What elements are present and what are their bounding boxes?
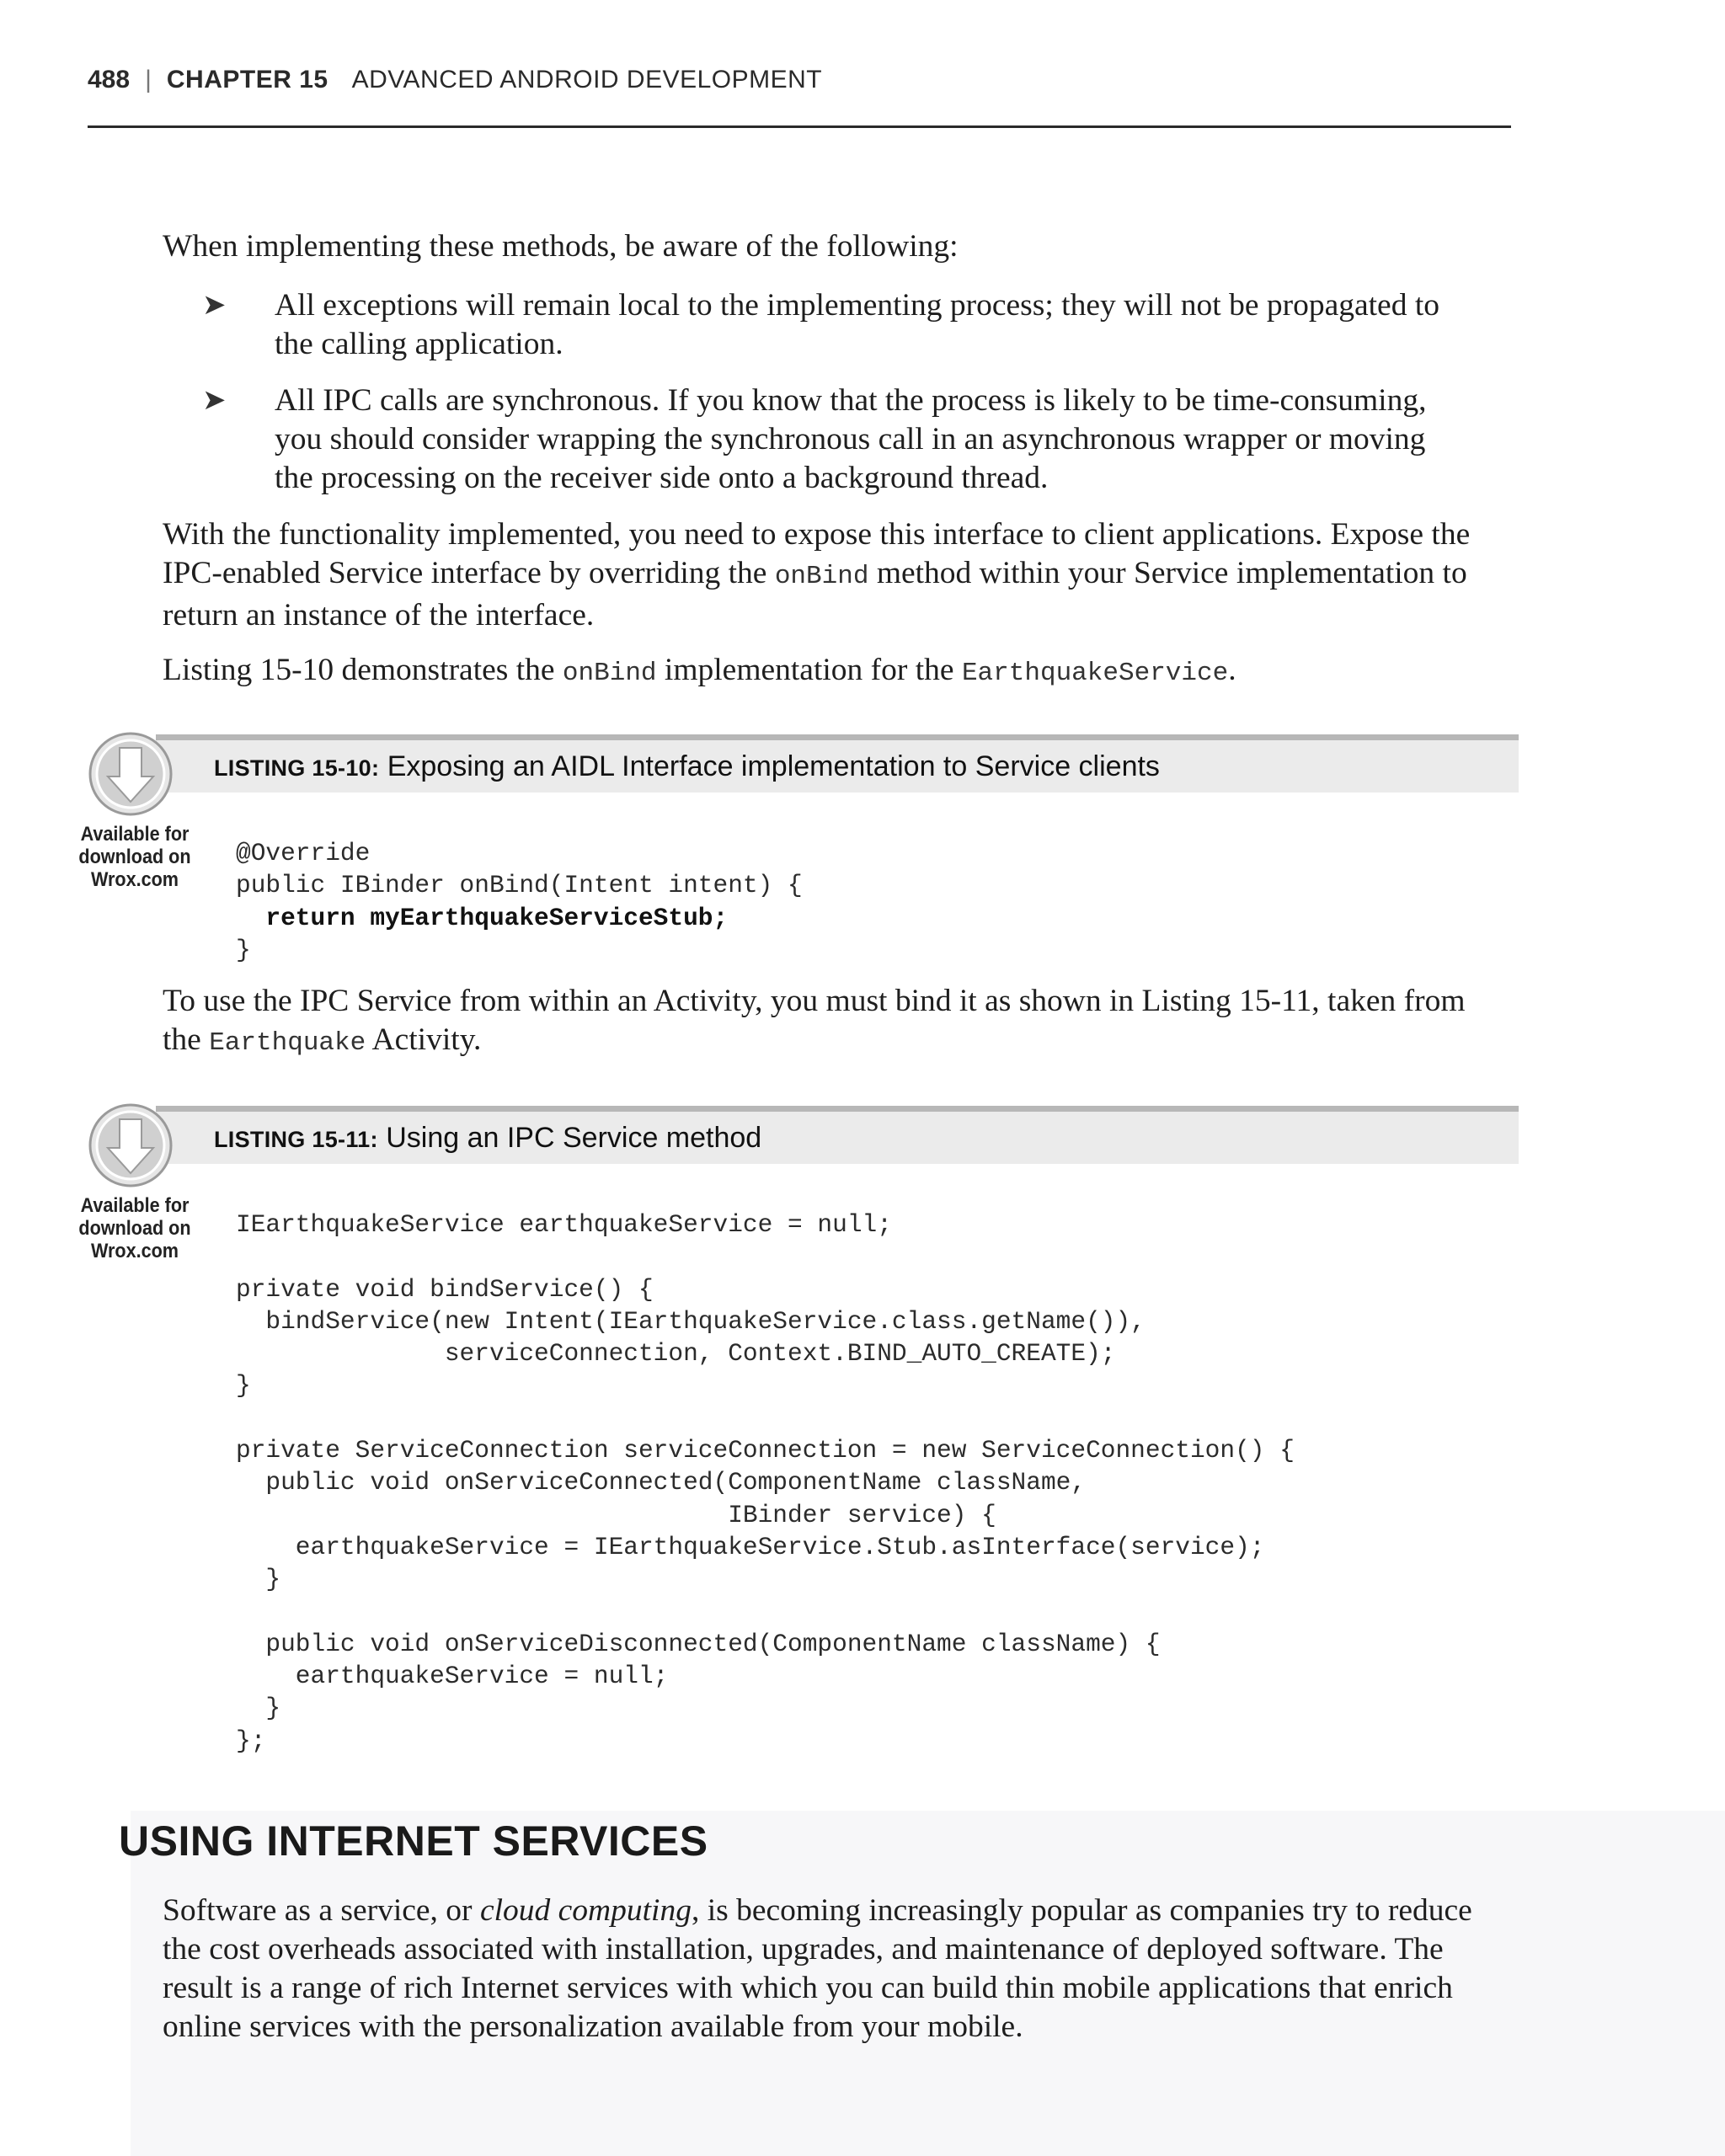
code-listing-11: IEarthquakeService earthquakeService = null; private void bindService() { bindService(new Intent(IEarthquakeService.class.getName()), serviceConnection, Context.BIND_AUTO_CREATE); } private ServiceConnection serviceConnection = new ServiceConnection() { public void onServiceConnected(ComponentName className, IBinder service) { earthquakeService = IEarthquakeService.Stub.asInterface(service); } public void onServiceDisconnected(ComponentName className) { earthquakeService = null; } }; bbox=[236, 1210, 1295, 1755]
bullet-item bbox=[275, 286, 1521, 364]
download-label[interactable] bbox=[74, 823, 195, 891]
code-highlight: return myEarthquakeServiceStub; bbox=[265, 903, 729, 932]
code-text: @Override public IBinder onBind(Intent intent) { bbox=[236, 839, 803, 900]
listing-label: LISTING 15-11: bbox=[214, 1127, 378, 1152]
listing-title bbox=[214, 1112, 761, 1164]
paragraph-line: With the functionality implemented, you need to expose this interface to client applications. Expose the bbox=[163, 517, 1471, 552]
page-number: 488 bbox=[88, 66, 131, 93]
header-separator: | bbox=[145, 66, 152, 93]
running-header bbox=[88, 66, 822, 94]
download-label[interactable] bbox=[74, 1194, 195, 1262]
paragraph-line: return an instance of the interface. bbox=[163, 598, 595, 632]
download-arrow-icon[interactable] bbox=[88, 731, 174, 817]
paragraph-line: To use the IPC Service from within an Activity, you must bind it as shown in Listing 15-11, taken from bbox=[163, 984, 1466, 1018]
paragraph-line: the cost overheads associated with installation, upgrades, and maintenance of deployed software. The bbox=[163, 1932, 1444, 1967]
paragraph-text: . bbox=[1228, 653, 1236, 687]
paragraph-text: implementation for the bbox=[656, 653, 962, 687]
chapter-title: ADVANCED ANDROID DEVELOPMENT bbox=[351, 66, 823, 93]
inline-code: EarthquakeService bbox=[961, 659, 1229, 688]
paragraph-text: the bbox=[163, 1022, 210, 1057]
download-label-line: Wrox.com bbox=[90, 1240, 179, 1262]
download-label-line: Available for bbox=[80, 1194, 190, 1217]
bullet-line: All IPC calls are synchronous. If you know that the process is likely to be time-consuming, bbox=[275, 383, 1427, 418]
download-label-line: download on bbox=[78, 846, 191, 868]
paragraph-text: , is becoming increasingly popular as companies try to reduce bbox=[691, 1893, 1472, 1928]
listing-title bbox=[214, 740, 1160, 792]
paragraph-text: Software as a service, or bbox=[163, 1893, 480, 1928]
emphasis-term: cloud computing bbox=[479, 1893, 692, 1928]
bullet-line: the processing on the receiver side onto a background thread. bbox=[275, 461, 1049, 495]
inline-code: onBind bbox=[774, 562, 869, 591]
bullet-line: the calling application. bbox=[275, 327, 563, 361]
bullet-line: All exceptions will remain local to the implementing process; they will not be propagated to bbox=[275, 288, 1439, 323]
listing-caption: Using an IPC Service method bbox=[386, 1122, 762, 1154]
expose-paragraph bbox=[163, 515, 1519, 635]
code-text: } bbox=[236, 935, 251, 964]
section-heading: USING INTERNET SERVICES bbox=[119, 1817, 708, 1865]
inline-code: Earthquake bbox=[209, 1028, 366, 1058]
code-listing-10 bbox=[236, 837, 803, 966]
download-label-line: download on bbox=[78, 1217, 191, 1240]
download-label-line: Wrox.com bbox=[90, 868, 179, 891]
bullet-marker: ➤ bbox=[202, 385, 227, 416]
bullet-marker: ➤ bbox=[202, 290, 227, 321]
paragraph-text: Activity. bbox=[366, 1022, 482, 1057]
download-label-line: Available for bbox=[80, 823, 190, 846]
inline-code: onBind bbox=[562, 659, 657, 688]
bind-paragraph bbox=[163, 982, 1519, 1063]
paragraph-text: IPC-enabled Service interface by overriding the bbox=[163, 556, 775, 590]
listing-caption: Exposing an AIDL Interface implementation to Service clients bbox=[387, 750, 1160, 782]
bullet-line: you should consider wrapping the synchronous call in an asynchronous wrapper or moving bbox=[275, 422, 1426, 456]
download-arrow-icon[interactable] bbox=[88, 1102, 174, 1188]
header-rule bbox=[88, 125, 1511, 128]
listing-label: LISTING 15-10: bbox=[214, 755, 380, 781]
listing-reference-paragraph bbox=[163, 651, 1519, 693]
section-paragraph bbox=[163, 1892, 1519, 2047]
chapter-label: CHAPTER 15 bbox=[166, 66, 328, 93]
paragraph-text: Listing 15-10 demonstrates the bbox=[163, 653, 563, 687]
paragraph-line: online services with the personalization available from your mobile. bbox=[163, 2009, 1023, 2044]
intro-paragraph: When implementing these methods, be aware of the following: bbox=[163, 229, 959, 264]
paragraph-text: method within your Service implementation to bbox=[868, 556, 1467, 590]
paragraph-line: result is a range of rich Internet services with which you can build thin mobile applications that enrich bbox=[163, 1971, 1453, 2005]
bullet-item bbox=[275, 382, 1521, 498]
